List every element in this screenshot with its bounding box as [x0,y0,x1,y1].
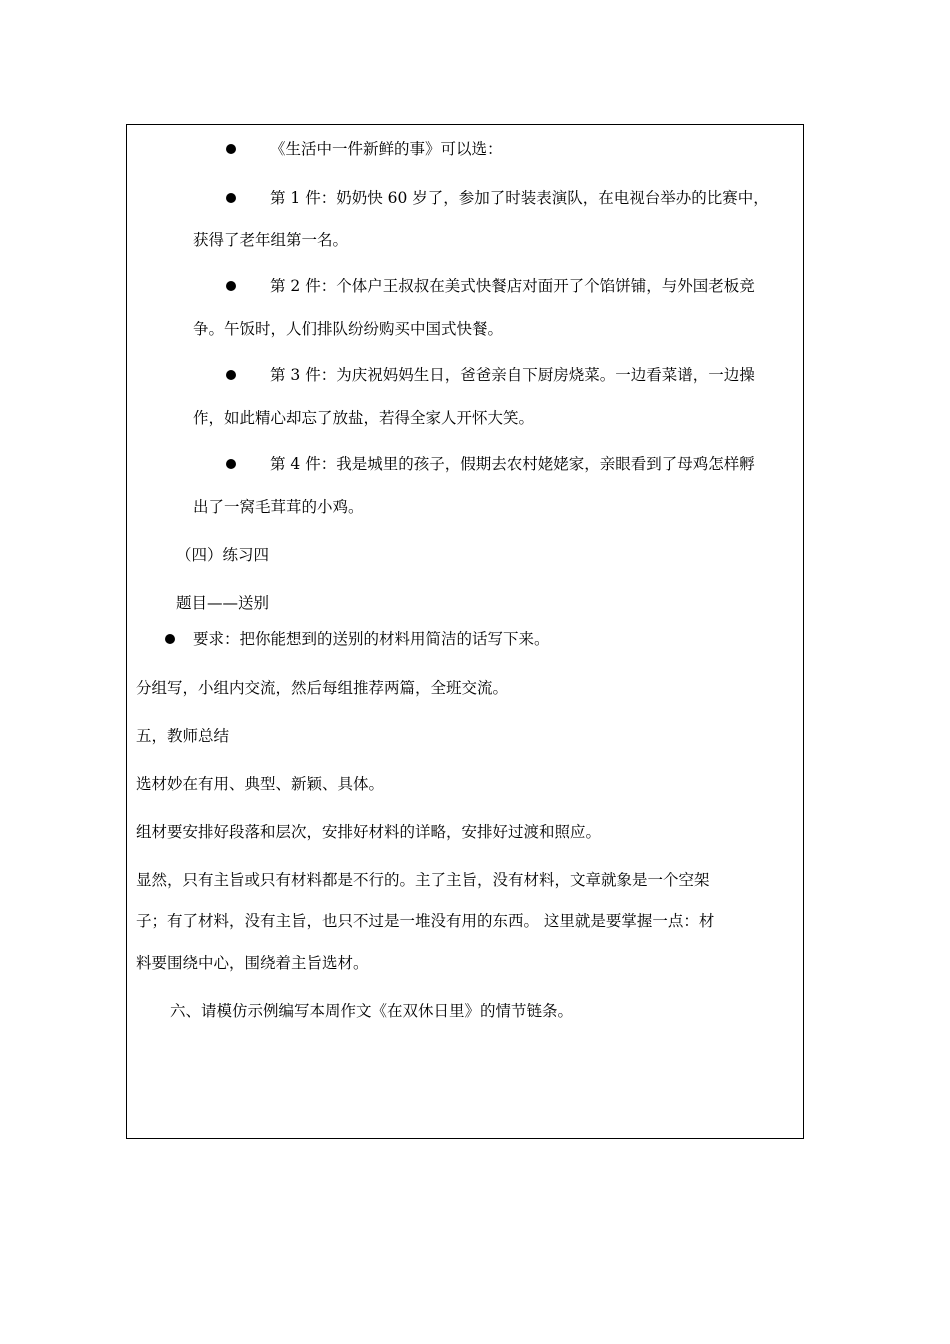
list-item-3-line2: 作，如此精心却忘了放盐，若得全家人开怀大笑。 [193,409,535,427]
list-item-2-line1: 第 2 件：个体户王叔叔在美式快餐店对面开了个馅饼铺，与外国老板竞 [270,277,755,295]
summary-para-line-1: 显然，只有主旨或只有材料都是不行的。主了主旨，没有材料，文章就象是一个空架 [136,871,710,889]
bullet-icon [226,281,236,291]
bullet-icon [226,459,236,469]
section-five-heading: 五，教师总结 [136,727,230,745]
summary-line-1: 选材妙在有用、典型、新颖、具体。 [136,775,385,793]
group-note-line: 分组写，小组内交流，然后每组推荐两篇，全班交流。 [136,679,509,697]
list-item-1-line2: 获得了老年组第一名。 [193,231,349,249]
section-four-heading: （四）练习四 [176,546,270,564]
bullet-icon [226,144,236,154]
bullet-icon [226,193,236,203]
bullet-icon [226,370,236,380]
list-item-3-line1: 第 3 件：为庆祝妈妈生日，爸爸亲自下厨房烧菜。一边看菜谱，一边操 [270,366,755,384]
requirement-line: 要求：把你能想到的送别的材料用简洁的话写下来。 [193,630,550,648]
list-item-1-line1: 第 1 件：奶奶快 60 岁了，参加了时装表演队，在电视台举办的比赛中， [270,189,769,207]
list-item-4-line2: 出了一窝毛茸茸的小鸡。 [193,498,364,516]
list-item-4-line1: 第 4 件：我是城里的孩子，假期去农村姥姥家，亲眼看到了母鸡怎样孵 [270,455,755,473]
list-item-2-line2: 争。午饭时，人们排队纷纷购买中国式快餐。 [193,320,504,338]
list-item-intro: 《生活中一件新鲜的事》可以选： [270,140,503,158]
section-six-heading: 六、请模仿示例编写本周作文《在双休日里》的情节链条。 [170,1002,574,1020]
summary-para-line-3: 料要围绕中心，围绕着主旨选材。 [136,954,369,972]
bullet-icon [165,634,175,644]
topic-line: 题目——送别 [176,594,270,612]
summary-line-2: 组材要安排好段落和层次，安排好材料的详略，安排好过渡和照应。 [136,823,602,841]
summary-para-line-2: 子；有了材料，没有主旨，也只不过是一堆没有用的东西。 这里就是要掌握一点：材 [136,912,715,930]
